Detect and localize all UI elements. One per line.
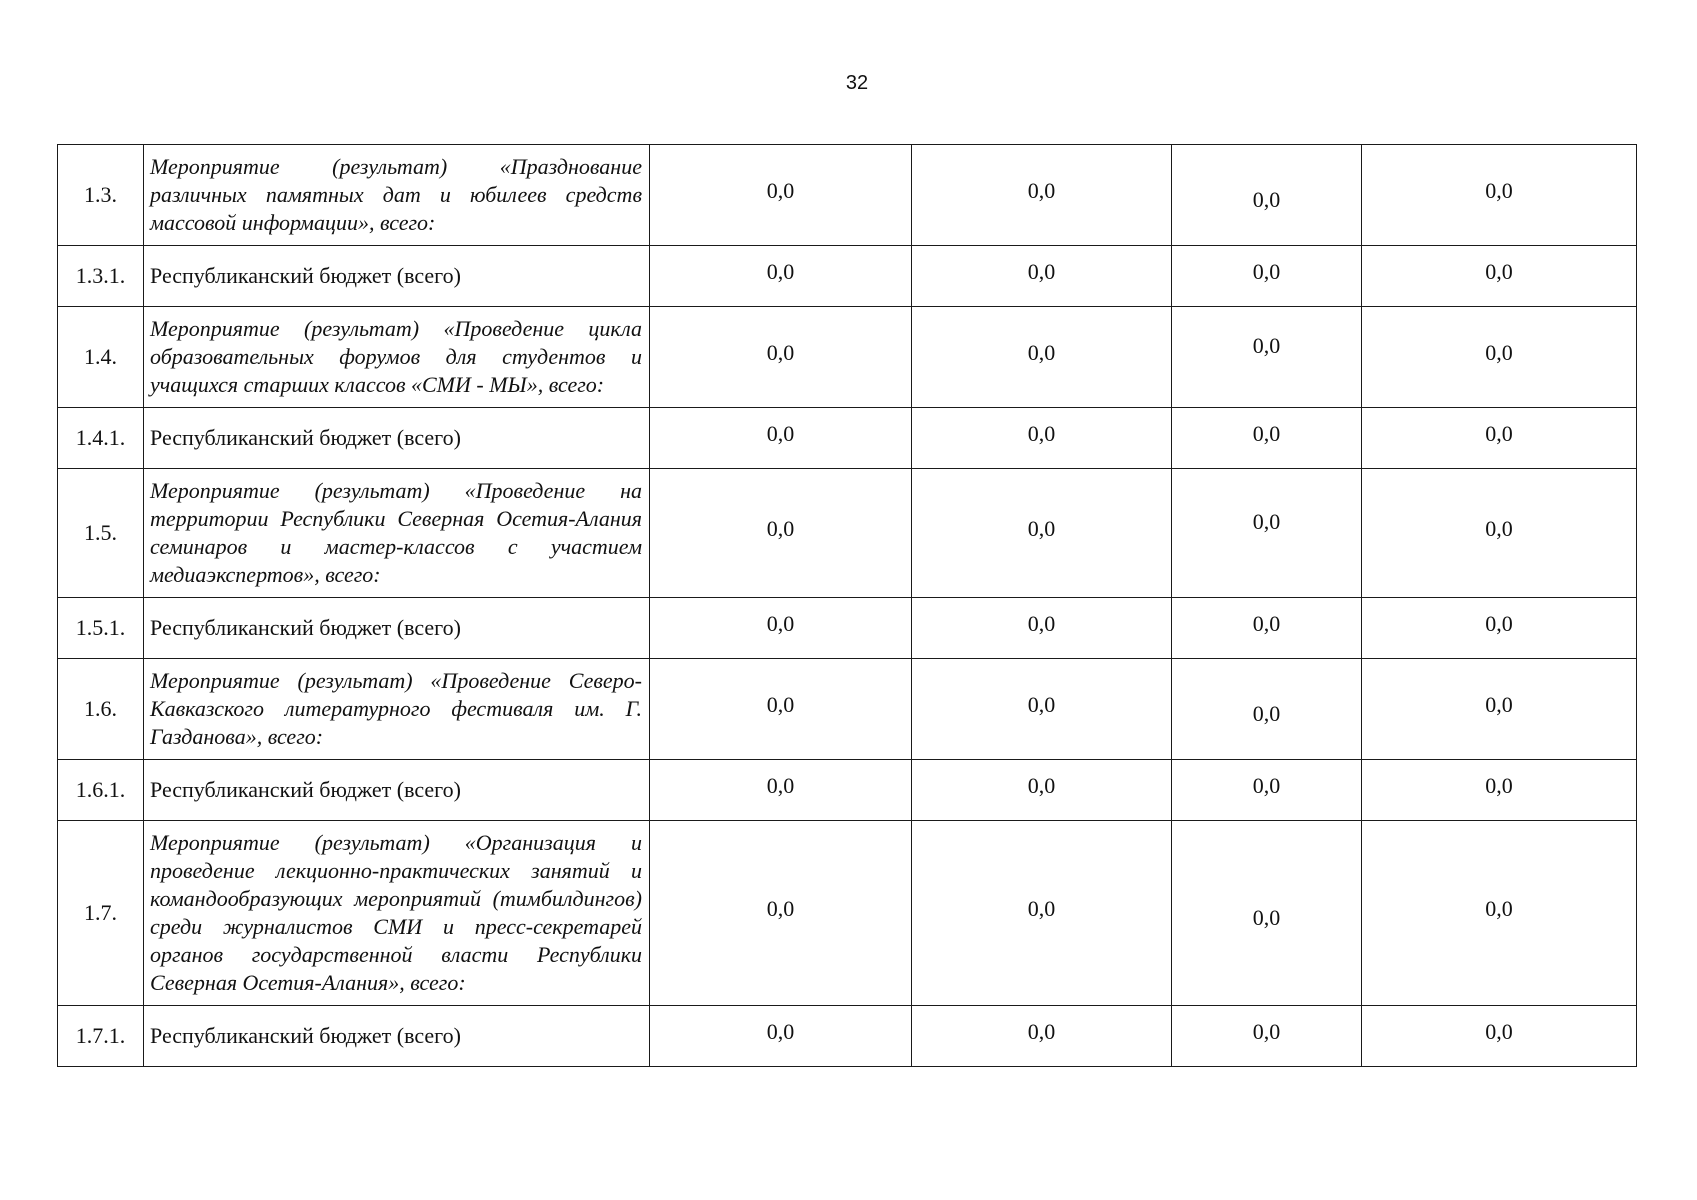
value-cell: 0,0 — [1362, 469, 1637, 598]
value-cell: 0,0 — [912, 1006, 1172, 1067]
value-cell: 0,0 — [650, 307, 912, 408]
value-cell: 0,0 — [650, 659, 912, 760]
row-name: Республиканский бюджет (всего) — [144, 246, 650, 307]
budget-table — [57, 144, 1637, 1067]
row-number: 1.4. — [58, 307, 144, 408]
row-number: 1.7.1. — [58, 1006, 144, 1067]
value-cell: 0,0 — [1172, 246, 1362, 307]
value-cell: 0,0 — [650, 760, 912, 821]
table-row — [58, 307, 1637, 408]
value-cell: 0,0 — [1172, 760, 1362, 821]
table-row — [58, 760, 1637, 821]
value-cell: 0,0 — [912, 408, 1172, 469]
value-cell: 0,0 — [912, 246, 1172, 307]
value-cell: 0,0 — [650, 246, 912, 307]
value-cell: 0,0 — [912, 145, 1172, 246]
row-number: 1.3.1. — [58, 246, 144, 307]
row-number: 1.5. — [58, 469, 144, 598]
value-cell: 0,0 — [1172, 469, 1362, 598]
table-row — [58, 659, 1637, 760]
value-cell: 0,0 — [912, 659, 1172, 760]
table-row — [58, 1006, 1637, 1067]
value-cell: 0,0 — [1172, 145, 1362, 246]
row-name: Мероприятие (результат) «Организация и проведение лекционно-практических занятий и командообразующих мероприятий (тимбилдингов) среди журналистов СМИ и пресс-секретарей органов государственной власти Республики Северная Осетия-Алания», всего: — [144, 821, 650, 1006]
row-name: Республиканский бюджет (всего) — [144, 1006, 650, 1067]
table-row — [58, 598, 1637, 659]
value-cell: 0,0 — [912, 307, 1172, 408]
value-cell: 0,0 — [912, 760, 1172, 821]
row-name: Республиканский бюджет (всего) — [144, 598, 650, 659]
value-cell: 0,0 — [1172, 307, 1362, 408]
row-number: 1.3. — [58, 145, 144, 246]
row-name: Республиканский бюджет (всего) — [144, 760, 650, 821]
value-cell: 0,0 — [1362, 408, 1637, 469]
value-cell: 0,0 — [650, 145, 912, 246]
value-cell: 0,0 — [650, 469, 912, 598]
value-cell: 0,0 — [1362, 307, 1637, 408]
page-number: 32 — [845, 72, 869, 94]
table-row — [58, 246, 1637, 307]
value-cell: 0,0 — [1362, 659, 1637, 760]
table-row — [58, 821, 1637, 1006]
value-cell: 0,0 — [650, 408, 912, 469]
row-name: Мероприятие (результат) «Проведение Северо-Кавказского литературного фестиваля им. Г. Газданова», всего: — [144, 659, 650, 760]
value-cell: 0,0 — [1362, 760, 1637, 821]
value-cell: 0,0 — [1172, 1006, 1362, 1067]
table-row — [58, 408, 1637, 469]
value-cell: 0,0 — [1172, 598, 1362, 659]
value-cell: 0,0 — [650, 598, 912, 659]
table-row — [58, 469, 1637, 598]
row-number: 1.7. — [58, 821, 144, 1006]
value-cell: 0,0 — [1362, 145, 1637, 246]
value-cell: 0,0 — [912, 598, 1172, 659]
row-number: 1.6. — [58, 659, 144, 760]
value-cell: 0,0 — [1362, 246, 1637, 307]
value-cell: 0,0 — [1362, 821, 1637, 1006]
value-cell: 0,0 — [1172, 408, 1362, 469]
value-cell: 0,0 — [1362, 1006, 1637, 1067]
row-number: 1.5.1. — [58, 598, 144, 659]
value-cell: 0,0 — [650, 1006, 912, 1067]
row-number: 1.4.1. — [58, 408, 144, 469]
row-name: Республиканский бюджет (всего) — [144, 408, 650, 469]
row-name: Мероприятие (результат) «Празднование различных памятных дат и юбилеев средств массовой информации», всего: — [144, 145, 650, 246]
row-name: Мероприятие (результат) «Проведение цикла образовательных форумов для студентов и учащихся старших классов «СМИ - МЫ», всего: — [144, 307, 650, 408]
row-name: Мероприятие (результат) «Проведение на территории Республики Северная Осетия-Алания семинаров и мастер-классов с участием медиаэкспертов», всего: — [144, 469, 650, 598]
value-cell: 0,0 — [650, 821, 912, 1006]
value-cell: 0,0 — [912, 469, 1172, 598]
value-cell: 0,0 — [1172, 821, 1362, 1006]
table-row — [58, 145, 1637, 246]
value-cell: 0,0 — [912, 821, 1172, 1006]
value-cell: 0,0 — [1172, 659, 1362, 760]
row-number: 1.6.1. — [58, 760, 144, 821]
value-cell: 0,0 — [1362, 598, 1637, 659]
